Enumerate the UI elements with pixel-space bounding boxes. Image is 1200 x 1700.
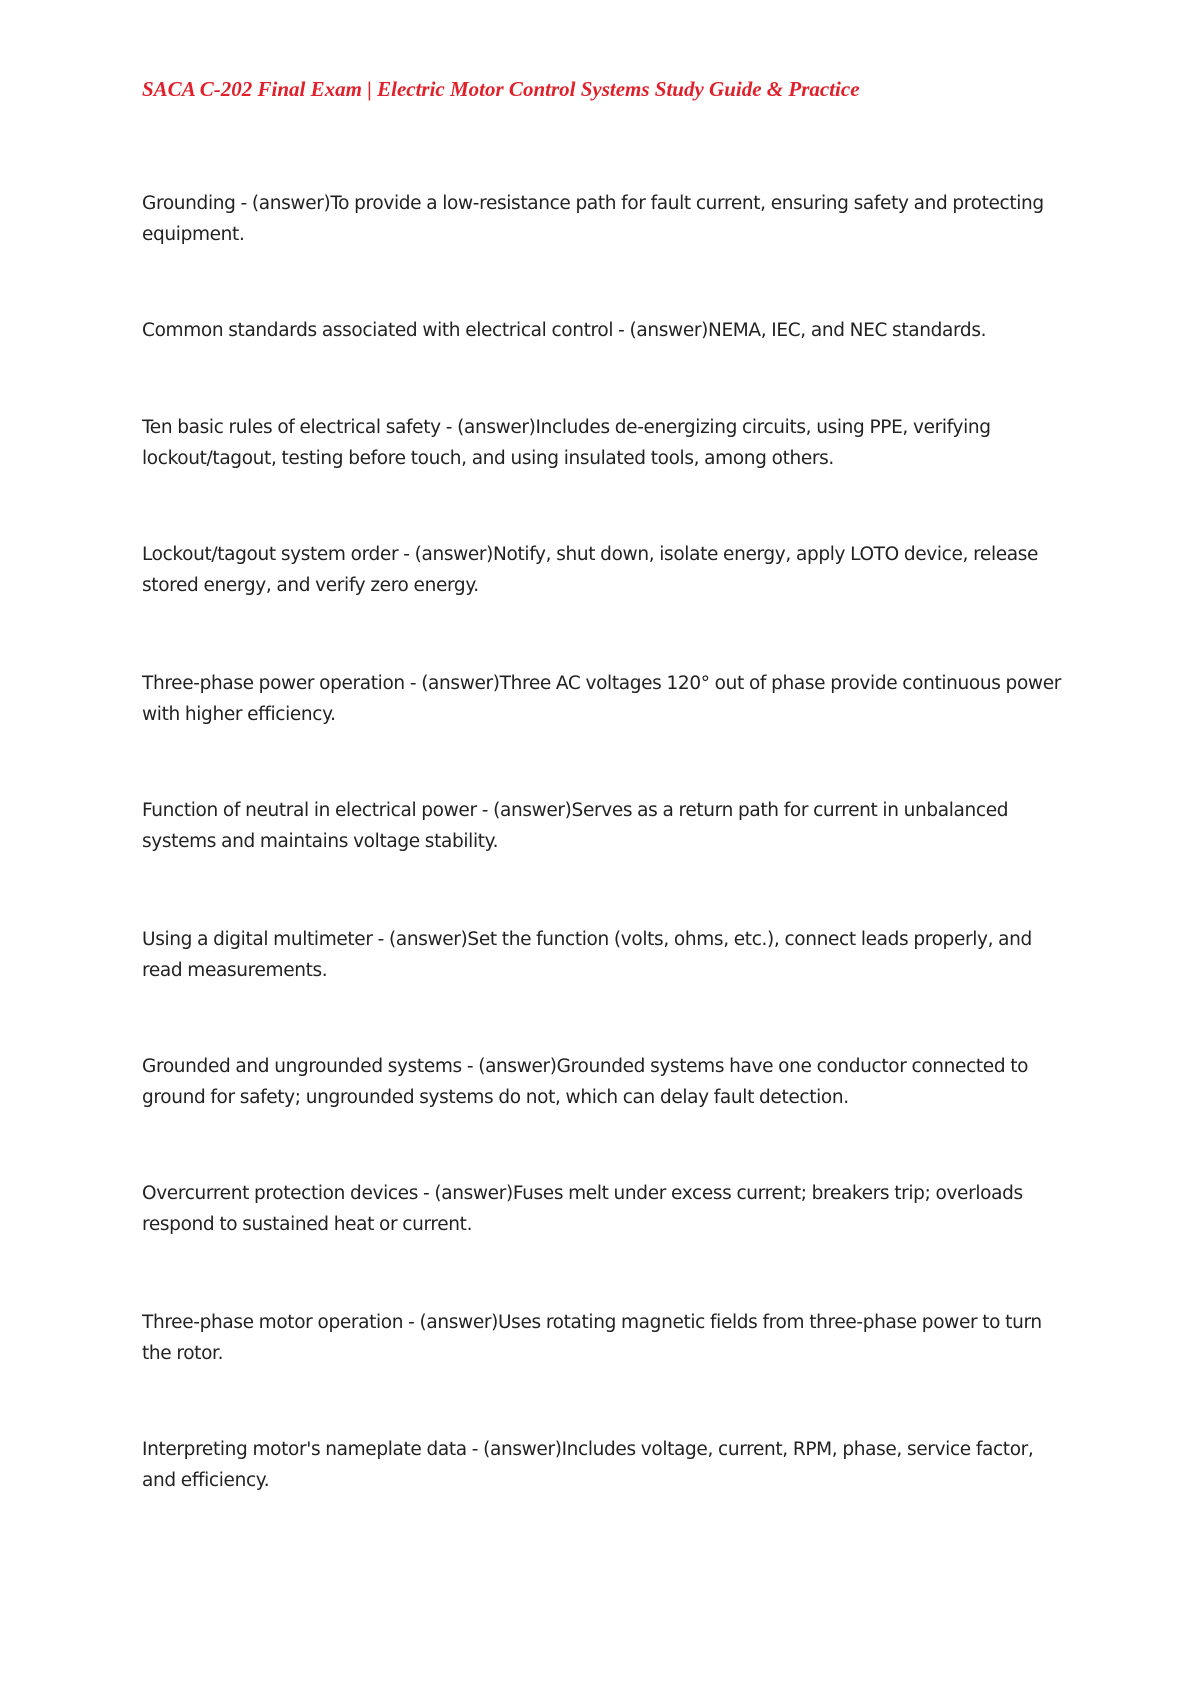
qa-item-common-standards: Common standards associated with electrical control - (answer)NEMA, IEC, and NEC standards.: [142, 320, 987, 341]
qa-item-safety-rules: Ten basic rules of electrical safety - (answer)Includes de-energizing circuits, using PPE, verifying lockout/tagout, testing before touch, and using insulated tools, among others.: [142, 417, 991, 469]
qa-item-lockout-tagout: Lockout/tagout system order - (answer)Notify, shut down, isolate energy, apply LOTO device, release stored energy, and verify zero energy.: [142, 544, 1039, 596]
qa-item-overcurrent: Overcurrent protection devices - (answer)Fuses melt under excess current; breakers trip; overloads respond to sustained heat or current.: [142, 1183, 1023, 1235]
qa-item-grounding: Grounding - (answer)To provide a low-resistance path for fault current, ensuring safety and protecting equipment.: [142, 193, 1044, 245]
qa-item-neutral-function: Function of neutral in electrical power - (answer)Serves as a return path for current in unbalanced systems and maintains voltage stability.: [142, 800, 1009, 852]
qa-item-digital-multimeter: Using a digital multimeter - (answer)Set the function (volts, ohms, etc.), connect leads properly, and read measurements.: [142, 929, 1032, 981]
qa-item-grounded-systems: Grounded and ungrounded systems - (answer)Grounded systems have one conductor connected to ground for safety; ungrounded systems do not, which can delay fault detection.: [142, 1056, 1029, 1108]
qa-item-three-phase-power: Three-phase power operation - (answer)Three AC voltages 120° out of phase provide continuous power with higher efficiency.: [142, 673, 1061, 725]
qa-item-three-phase-motor: Three-phase motor operation - (answer)Uses rotating magnetic fields from three-phase power to turn the rotor.: [142, 1312, 1042, 1364]
qa-item-nameplate-data: Interpreting motor's nameplate data - (answer)Includes voltage, current, RPM, phase, service factor, and efficiency.: [142, 1439, 1034, 1491]
document-title: SACA C-202 Final Exam | Electric Motor Control Systems Study Guide & Practice: [142, 77, 860, 101]
